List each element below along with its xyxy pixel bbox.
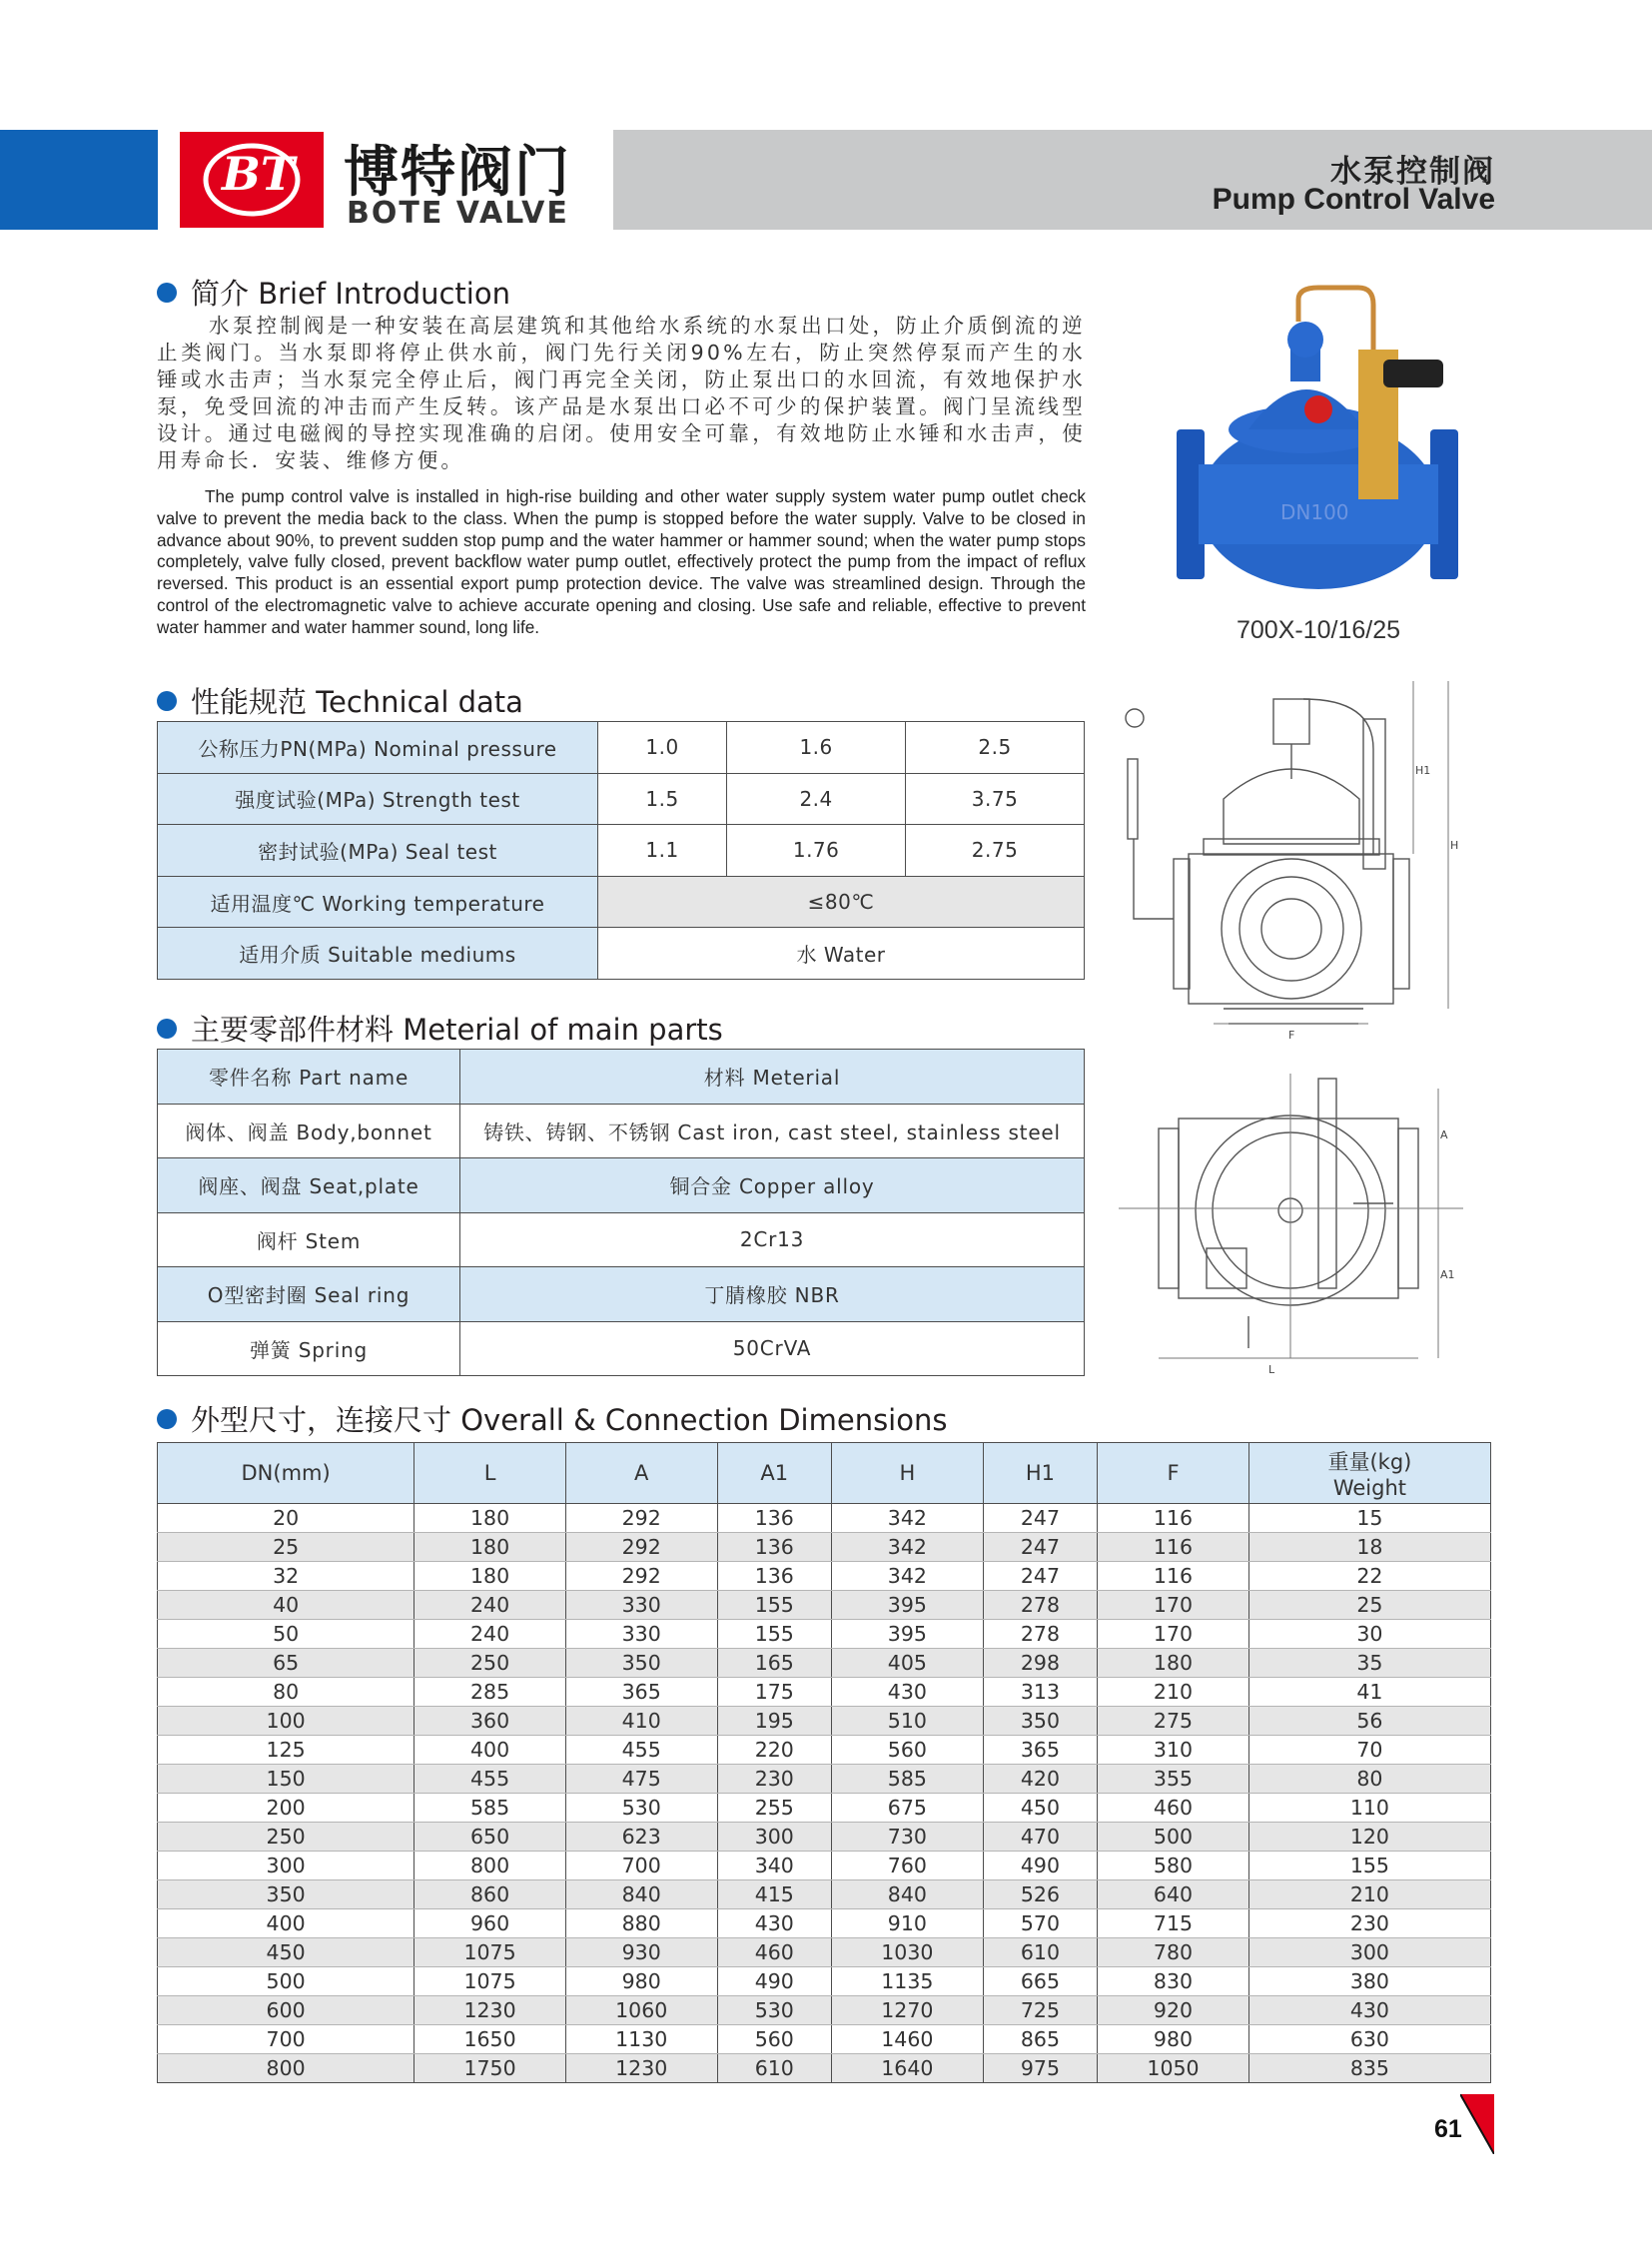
dimension-cell: 22 [1248,1562,1490,1591]
dimension-cell: 350 [983,1707,1097,1736]
dn-cell: 150 [158,1765,414,1794]
dimension-cell: 210 [1098,1678,1249,1707]
intro-text-en [157,486,1086,639]
dimension-cell: 365 [565,1678,717,1707]
dim-label-h1: H1 [1415,764,1431,777]
dimension-cell: 380 [1248,1967,1490,1996]
dimension-cell: 247 [983,1504,1097,1533]
dimension-cell: 920 [1098,1996,1249,2025]
dimension-cell: 180 [1098,1649,1249,1678]
tech-value: 1.6 [727,722,906,774]
dn-cell: 400 [158,1909,414,1938]
dimension-cell: 526 [983,1880,1097,1909]
part-material: 铸铁、铸钢、不锈钢 Cast iron, cast steel, stainless steel [460,1104,1085,1158]
drawing-top-view [1119,1059,1463,1378]
dimension-cell: 1050 [1098,2054,1249,2083]
dimension-cell: 835 [1248,2054,1490,2083]
dimension-cell: 275 [1098,1707,1249,1736]
dimension-cell: 230 [717,1765,831,1794]
tech-value: 2.5 [906,722,1085,774]
logo-letter-b: BT [222,147,296,201]
table-row [158,928,1085,980]
dimension-cell: 250 [414,1649,566,1678]
dimension-cell: 342 [832,1504,984,1533]
tech-value: 水 Water [598,928,1085,980]
dimension-cell: 278 [983,1620,1097,1649]
table-row [158,1678,1491,1707]
dimension-cell: 18 [1248,1533,1490,1562]
table-row [158,1620,1491,1649]
dimension-cell: 1460 [832,2025,984,2054]
dimension-cell: 170 [1098,1591,1249,1620]
dimension-cell: 136 [717,1533,831,1562]
table-row [158,1591,1491,1620]
column-header-weight [1248,1443,1490,1504]
dn-cell: 450 [158,1938,414,1967]
dimension-cell: 220 [717,1736,831,1765]
part-material: 2Cr13 [460,1212,1085,1267]
page-title-en: Pump Control Valve [1212,183,1495,216]
dimension-cell: 116 [1098,1504,1249,1533]
dimension-cell: 1230 [414,1996,566,2025]
table-header-row [158,1443,1491,1504]
dimension-cell: 455 [565,1736,717,1765]
dimension-cell: 247 [983,1533,1097,1562]
dimension-cell: 313 [983,1678,1097,1707]
dimension-cell: 1640 [832,2054,984,2083]
technical-data-table [157,721,1085,980]
dimension-cell: 395 [832,1591,984,1620]
dimension-cell: 430 [717,1909,831,1938]
dim-label-a: A [1440,1128,1448,1141]
section-heading-materials-text: 主要零部件材料 Meterial of main parts [191,1013,723,1047]
page-corner-icon [1460,2094,1494,2154]
table-row [158,1794,1491,1823]
dimension-cell: 630 [1248,2025,1490,2054]
table-header-row [158,1050,1085,1105]
dn-cell: 350 [158,1880,414,1909]
tech-label: 强度试验(MPa) Strength test [158,773,598,825]
drawing-front-view [1114,679,1468,1044]
dimension-cell: 580 [1098,1852,1249,1880]
weight-header-cn: 重量(kg) [1327,1450,1412,1474]
part-material: 50CrVA [460,1321,1085,1376]
dim-label-l: L [1268,1363,1275,1376]
materials-table [157,1049,1085,1376]
intro-text-cn [157,313,1086,474]
dimension-cell: 840 [832,1880,984,1909]
dim-label-a1: A1 [1440,1268,1455,1281]
dimension-cell: 155 [717,1591,831,1620]
dimensions-table [157,1442,1491,2083]
dimension-cell: 230 [1248,1909,1490,1938]
dimension-cell: 180 [414,1504,566,1533]
dimension-cell: 585 [832,1765,984,1794]
table-row [158,1852,1491,1880]
dimension-cell: 470 [983,1823,1097,1852]
table-row [158,1967,1491,1996]
dimension-cell: 330 [565,1620,717,1649]
dn-cell: 600 [158,1996,414,2025]
column-header: L [414,1443,566,1504]
dimension-cell: 1750 [414,2054,566,2083]
dn-cell: 32 [158,1562,414,1591]
dimension-cell: 110 [1248,1794,1490,1823]
dimension-cell: 365 [983,1736,1097,1765]
dimension-cell: 116 [1098,1533,1249,1562]
dimension-cell: 240 [414,1620,566,1649]
dimension-cell: 910 [832,1909,984,1938]
part-material: 铜合金 Copper alloy [460,1158,1085,1213]
section-heading-dimensions [157,1398,947,1439]
dimension-cell: 180 [414,1562,566,1591]
dimension-cell: 865 [983,2025,1097,2054]
dimension-cell: 800 [414,1852,566,1880]
dn-cell: 250 [158,1823,414,1852]
dimension-cell: 725 [983,1996,1097,2025]
dimension-cell: 1135 [832,1967,984,1996]
dimension-cell: 35 [1248,1649,1490,1678]
dimension-cell: 410 [565,1707,717,1736]
dimension-cell: 395 [832,1620,984,1649]
brand-logo [180,132,324,228]
dimension-cell: 1030 [832,1938,984,1967]
dimension-cell: 1075 [414,1938,566,1967]
page-title-cn: 水泵控制阀 [1330,154,1495,190]
dimension-cell: 405 [832,1649,984,1678]
tech-value: 1.76 [727,825,906,877]
section-heading-intro [157,272,510,313]
intro-paragraph-cn: 水泵控制阀是一种安装在高层建筑和其他给水系统的水泵出口处，防止介质倒流的逆止类阀门。当水泵即将停止供水前，阀门先行关闭90%左右，防止突然停泵而产生的水锤或水击声；当水泵完全停止后，阀门再完全关闭，防止泵出口的水回流，有效地保护水泵，免受回流的冲击而产生反转。该产品是水泵出口必不可少的保护装置。阀门呈流线型设计。通过电磁阀的导控实现准确的启闭。使用安全可靠，有效地防止水锤和水击声，使用寿命长．安装、维修方便。 [157,314,1086,472]
table-row [158,1736,1491,1765]
tech-label: 适用介质 Suitable mediums [158,928,598,980]
product-photo-valve [1169,280,1468,599]
dimension-cell: 240 [414,1591,566,1620]
dimension-cell: 180 [414,1533,566,1562]
table-row [158,1938,1491,1967]
section-heading-materials [157,1008,723,1049]
column-header: 零件名称 Part name [158,1050,460,1105]
dimension-cell: 278 [983,1591,1097,1620]
tech-label: 密封试验(MPa) Seal test [158,825,598,877]
dimension-cell: 300 [717,1823,831,1852]
dimension-cell: 56 [1248,1707,1490,1736]
table-row [158,1649,1491,1678]
table-row [158,1880,1491,1909]
table-row [158,2025,1491,2054]
section-heading-technical-text: 性能规范 Technical data [191,685,523,719]
column-header: H [832,1443,984,1504]
part-material: 丁腈橡胶 NBR [460,1267,1085,1322]
dimension-cell: 1060 [565,1996,717,2025]
dimension-cell: 155 [1248,1852,1490,1880]
dimension-cell: 415 [717,1880,831,1909]
dimension-cell: 170 [1098,1620,1249,1649]
table-row [158,1765,1491,1794]
dn-cell: 500 [158,1967,414,1996]
dimension-cell: 298 [983,1649,1097,1678]
dimension-cell: 715 [1098,1909,1249,1938]
dimension-cell: 760 [832,1852,984,1880]
dimension-cell: 155 [717,1620,831,1649]
bullet-icon [157,1409,177,1429]
dimension-cell: 460 [1098,1794,1249,1823]
dn-cell: 20 [158,1504,414,1533]
dn-cell: 50 [158,1620,414,1649]
table-row [158,1533,1491,1562]
dimension-cell: 460 [717,1938,831,1967]
dimension-cell: 255 [717,1794,831,1823]
dimension-cell: 623 [565,1823,717,1852]
part-name: 阀体、阀盖 Body,bonnet [158,1104,460,1158]
dimension-cell: 30 [1248,1620,1490,1649]
dimension-cell: 70 [1248,1736,1490,1765]
column-header: DN(mm) [158,1443,414,1504]
dimension-cell: 340 [717,1852,831,1880]
dimension-cell: 292 [565,1562,717,1591]
dimension-cell: 700 [565,1852,717,1880]
dimension-cell: 15 [1248,1504,1490,1533]
table-row [158,2054,1491,2083]
dimension-cell: 450 [983,1794,1097,1823]
part-name: 阀杆 Stem [158,1212,460,1267]
dimension-cell: 300 [1248,1938,1490,1967]
table-row [158,1707,1491,1736]
dimension-cell: 610 [983,1938,1097,1967]
brand-name-en: BOTE VALVE [347,196,569,231]
dimension-cell: 665 [983,1967,1097,1996]
intro-paragraph-en: The pump control valve is installed in high-rise building and other water supply system water pump outlet check valve to prevent the media back to the class. When the pump is stopped before the water supply. Valve to be closed in advance about 90%, to prevent sudden stop pump and the water hammer or hammer sound; when the water pump stops completely, valve fully closed, prevent backflow water pump outlet, effectively protect the pump from the impact of reflux reversed. This product is an essential export pump protection device. The valve was streamlined design. Through the control of the electromagnetic valve to achieve accurate opening and closing. Use safe and reliable, effective to prevent water hammer and water hammer sound, long life. [157,486,1086,637]
tech-value: 1.5 [598,773,727,825]
dimension-cell: 355 [1098,1765,1249,1794]
dimension-cell: 292 [565,1504,717,1533]
section-heading-technical [157,680,523,721]
dimension-cell: 960 [414,1909,566,1938]
dimension-cell: 195 [717,1707,831,1736]
dim-label-f: F [1288,1029,1295,1042]
table-row [158,825,1085,877]
column-header: 材料 Meterial [460,1050,1085,1105]
dimension-cell: 560 [832,1736,984,1765]
dimension-cell: 80 [1248,1765,1490,1794]
dimension-cell: 1270 [832,1996,984,2025]
dimension-cell: 116 [1098,1562,1249,1591]
table-row [158,1823,1491,1852]
dimension-cell: 350 [565,1649,717,1678]
dimension-cell: 610 [717,2054,831,2083]
dimension-cell: 342 [832,1562,984,1591]
table-row [158,1562,1491,1591]
dn-cell: 125 [158,1736,414,1765]
dimension-cell: 980 [1098,2025,1249,2054]
table-row [158,1504,1491,1533]
dimension-cell: 1075 [414,1967,566,1996]
table-row [158,1212,1085,1267]
dimension-cell: 730 [832,1823,984,1852]
table-row [158,1267,1085,1322]
dimension-cell: 210 [1248,1880,1490,1909]
tech-value: 3.75 [906,773,1085,825]
column-header: H1 [983,1443,1097,1504]
dimension-cell: 560 [717,2025,831,2054]
dimension-cell: 342 [832,1533,984,1562]
dimension-cell: 675 [832,1794,984,1823]
section-heading-dimensions-text: 外型尺寸，连接尺寸 Overall & Connection Dimensions [191,1403,948,1437]
tech-value: 2.4 [727,773,906,825]
dimension-cell: 980 [565,1967,717,1996]
dimension-cell: 400 [414,1736,566,1765]
table-row [158,1909,1491,1938]
dn-cell: 100 [158,1707,414,1736]
dn-cell: 200 [158,1794,414,1823]
dimension-cell: 840 [565,1880,717,1909]
dimension-cell: 292 [565,1533,717,1562]
dimension-cell: 25 [1248,1591,1490,1620]
dimension-cell: 41 [1248,1678,1490,1707]
dimension-cell: 165 [717,1649,831,1678]
dimension-cell: 530 [717,1996,831,2025]
header-blue-band [0,130,158,230]
dimension-cell: 585 [414,1794,566,1823]
table-row [158,1996,1491,2025]
part-name: 弹簧 Spring [158,1321,460,1376]
header-gray-band [613,130,1652,230]
brand-name-cn: 博特阀门 [344,140,572,204]
table-row [158,1321,1085,1376]
dimension-cell: 640 [1098,1880,1249,1909]
part-name: 阀座、阀盘 Seat,plate [158,1158,460,1213]
dimension-cell: 490 [717,1967,831,1996]
dn-cell: 65 [158,1649,414,1678]
weight-header-en: Weight [1332,1476,1406,1500]
tech-label: 公称压力PN(MPa) Nominal pressure [158,722,598,774]
logo-mark-icon [180,132,324,228]
dimension-cell: 455 [414,1765,566,1794]
dn-cell: 25 [158,1533,414,1562]
dimension-cell: 136 [717,1562,831,1591]
dn-cell: 300 [158,1852,414,1880]
tech-value: 1.1 [598,825,727,877]
dimension-cell: 570 [983,1909,1097,1938]
dimension-cell: 136 [717,1504,831,1533]
dimension-cell: 330 [565,1591,717,1620]
table-row [158,1158,1085,1213]
dimension-cell: 285 [414,1678,566,1707]
dimension-cell: 650 [414,1823,566,1852]
part-name: O型密封圈 Seal ring [158,1267,460,1322]
dimension-cell: 510 [832,1707,984,1736]
tech-label: 适用温度℃ Working temperature [158,876,598,928]
dimension-cell: 247 [983,1562,1097,1591]
table-row [158,722,1085,774]
dimension-cell: 430 [832,1678,984,1707]
dimension-cell: 860 [414,1880,566,1909]
dimension-cell: 430 [1248,1996,1490,2025]
table-row [158,876,1085,928]
svg-text:DN100: DN100 [1280,500,1349,524]
dimension-cell: 780 [1098,1938,1249,1967]
dimension-cell: 500 [1098,1823,1249,1852]
dim-label-h: H [1450,839,1459,852]
dimension-cell: 310 [1098,1736,1249,1765]
dimension-cell: 420 [983,1765,1097,1794]
tech-value: ≤80℃ [598,876,1085,928]
dn-cell: 700 [158,2025,414,2054]
page-number: 61 [1434,2115,1462,2143]
dimension-cell: 930 [565,1938,717,1967]
column-header: F [1098,1443,1249,1504]
dimension-cell: 1650 [414,2025,566,2054]
dimension-cell: 120 [1248,1823,1490,1852]
dimension-cell: 530 [565,1794,717,1823]
bullet-icon [157,283,177,303]
table-row [158,1104,1085,1158]
column-header: A1 [717,1443,831,1504]
model-number: 700X-10/16/25 [1236,616,1401,644]
dimension-cell: 360 [414,1707,566,1736]
dimension-cell: 880 [565,1909,717,1938]
section-heading-intro-text: 简介 Brief Introduction [191,277,510,311]
dn-cell: 800 [158,2054,414,2083]
dn-cell: 80 [158,1678,414,1707]
dimension-cell: 475 [565,1765,717,1794]
bullet-icon [157,1019,177,1039]
tech-value: 1.0 [598,722,727,774]
table-row [158,773,1085,825]
bullet-icon [157,691,177,711]
dimension-cell: 830 [1098,1967,1249,1996]
dimension-cell: 490 [983,1852,1097,1880]
dimension-cell: 975 [983,2054,1097,2083]
column-header: A [565,1443,717,1504]
dimension-cell: 1130 [565,2025,717,2054]
tech-value: 2.75 [906,825,1085,877]
dimension-cell: 1230 [565,2054,717,2083]
dn-cell: 40 [158,1591,414,1620]
dimension-cell: 175 [717,1678,831,1707]
